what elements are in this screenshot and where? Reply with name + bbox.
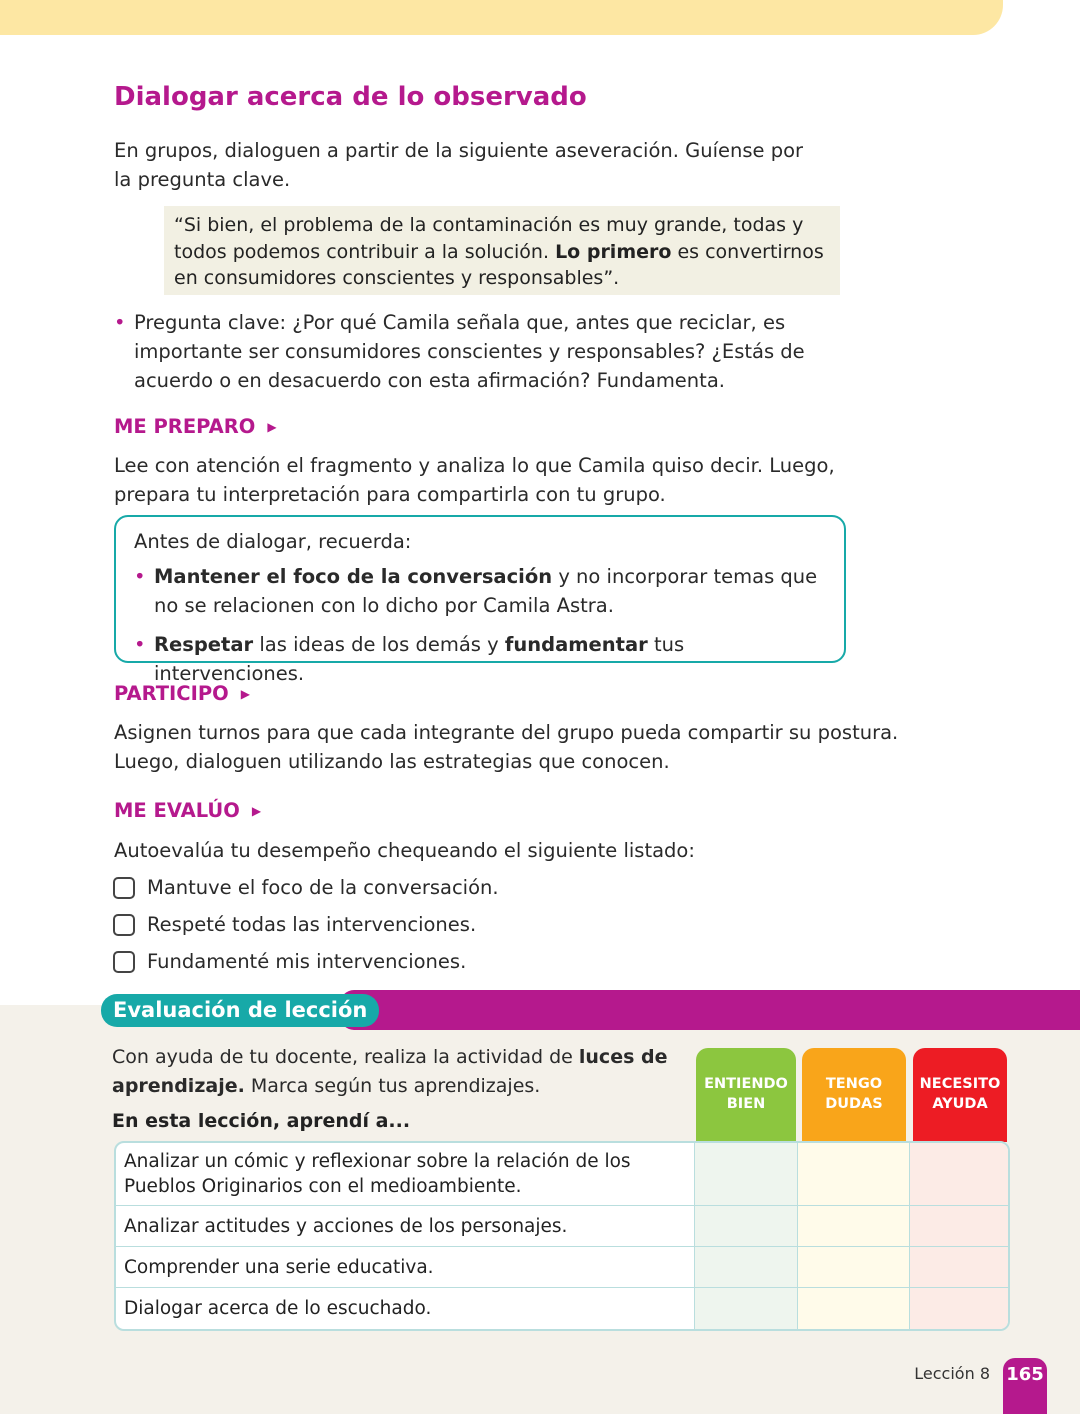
checkbox[interactable] xyxy=(113,877,135,899)
intro-text: En grupos, dialoguen a partir de la siguiente aseveración. Guíense por la pregunta clave. xyxy=(114,139,804,191)
checkbox[interactable] xyxy=(113,951,135,973)
arrow-right-icon: ▶ xyxy=(251,804,262,818)
cell-ayuda[interactable] xyxy=(910,1288,1008,1329)
cell-ayuda[interactable] xyxy=(910,1143,1008,1206)
participo-text: Asignen turnos para que cada integrante del grupo pueda compartir su postura. Luego, dialoguen utilizando las estrategias que conocen. xyxy=(114,721,899,773)
checkbox[interactable] xyxy=(113,914,135,936)
section-title: Dialogar acerca de lo observado xyxy=(114,82,587,112)
quote-box xyxy=(164,206,840,295)
cell-entiendo[interactable] xyxy=(695,1247,798,1288)
evaluation-band xyxy=(340,990,1080,1030)
top-banner xyxy=(0,0,1003,35)
evaluation-subheading: En esta lección, aprendí a... xyxy=(112,1110,411,1132)
reminder-item: • Respetar las ideas de los demás y fundamentar tus intervenciones. xyxy=(134,630,826,688)
light-entiendo-bien: ENTIENDO BIEN xyxy=(696,1048,796,1142)
table-row: Comprender una serie educativa. xyxy=(116,1247,1008,1288)
checklist-item[interactable]: Mantuve el foco de la conversación. xyxy=(113,869,499,906)
table-row: Dialogar acerca de lo escuchado. xyxy=(116,1288,1008,1329)
me-evaluo-text: Autoevalúa tu desempeño chequeando el siguiente listado: xyxy=(114,839,695,862)
participo-heading: PARTICIPO ▶ xyxy=(114,682,250,705)
evaluation-tag: Evaluación de lección xyxy=(101,994,379,1027)
quote-bold: Lo primero xyxy=(555,240,672,263)
evaluation-intro: Con ayuda de tu docente, realiza la actividad de luces de aprendizaje. Marca según tus aprendizajes. xyxy=(112,1046,668,1097)
me-preparo-text: Lee con atención el fragmento y analiza lo que Camila quiso decir. Luego, prepara tu interpretación para compartirla con tu grupo. xyxy=(114,454,835,506)
lesson-label: Lección 8 xyxy=(914,1364,990,1383)
table-row: Analizar un cómic y reflexionar sobre la relación de los Pueblos Originarios con el medioambiente. xyxy=(116,1143,1008,1206)
cell-dudas[interactable] xyxy=(798,1288,910,1329)
cell-ayuda[interactable] xyxy=(910,1247,1008,1288)
reminder-title: Antes de dialogar, recuerda: xyxy=(134,530,412,553)
light-tengo-dudas: TENGO DUDAS xyxy=(802,1048,906,1142)
cell-dudas[interactable] xyxy=(798,1143,910,1206)
cell-entiendo[interactable] xyxy=(695,1288,798,1329)
quote-text: “Si bien, el problema de la contaminación es muy grande, todas y todos podemos contribuir a la solución. xyxy=(174,214,804,263)
checklist-item[interactable]: Fundamenté mis intervenciones. xyxy=(113,943,499,980)
checklist xyxy=(113,869,499,980)
cell-dudas[interactable] xyxy=(798,1206,910,1247)
reminder-box xyxy=(114,515,846,685)
key-question: • Pregunta clave: ¿Por qué Camila señala que, antes que reciclar, es importante ser consumidores conscientes y responsables? ¿Estás de acuerdo o en desacuerdo con esta afirmación? Fundamenta. xyxy=(114,308,884,395)
arrow-right-icon: ▶ xyxy=(240,687,250,701)
arrow-right-icon: ▶ xyxy=(267,420,277,434)
cell-dudas[interactable] xyxy=(798,1247,910,1288)
table-row: Analizar actitudes y acciones de los personajes. xyxy=(116,1206,1008,1247)
reminder-item: • Mantener el foco de la conversación y no incorporar temas que no se relacionen con lo dicho por Camila Astra. xyxy=(134,562,826,620)
checklist-item[interactable]: Respeté todas las intervenciones. xyxy=(113,906,499,943)
page-number: 165 xyxy=(1003,1358,1047,1414)
me-evaluo-heading: ME EVALÚO ▶ xyxy=(114,799,262,822)
evaluation-table xyxy=(114,1141,1010,1331)
cell-entiendo[interactable] xyxy=(695,1143,798,1206)
quote-text-end: es convertirnos en consumidores conscientes y responsables”. xyxy=(174,240,824,289)
light-necesito-ayuda: NECESITO AYUDA xyxy=(913,1048,1007,1142)
cell-ayuda[interactable] xyxy=(910,1206,1008,1247)
me-preparo-heading: ME PREPARO ▶ xyxy=(114,415,277,438)
cell-entiendo[interactable] xyxy=(695,1206,798,1247)
